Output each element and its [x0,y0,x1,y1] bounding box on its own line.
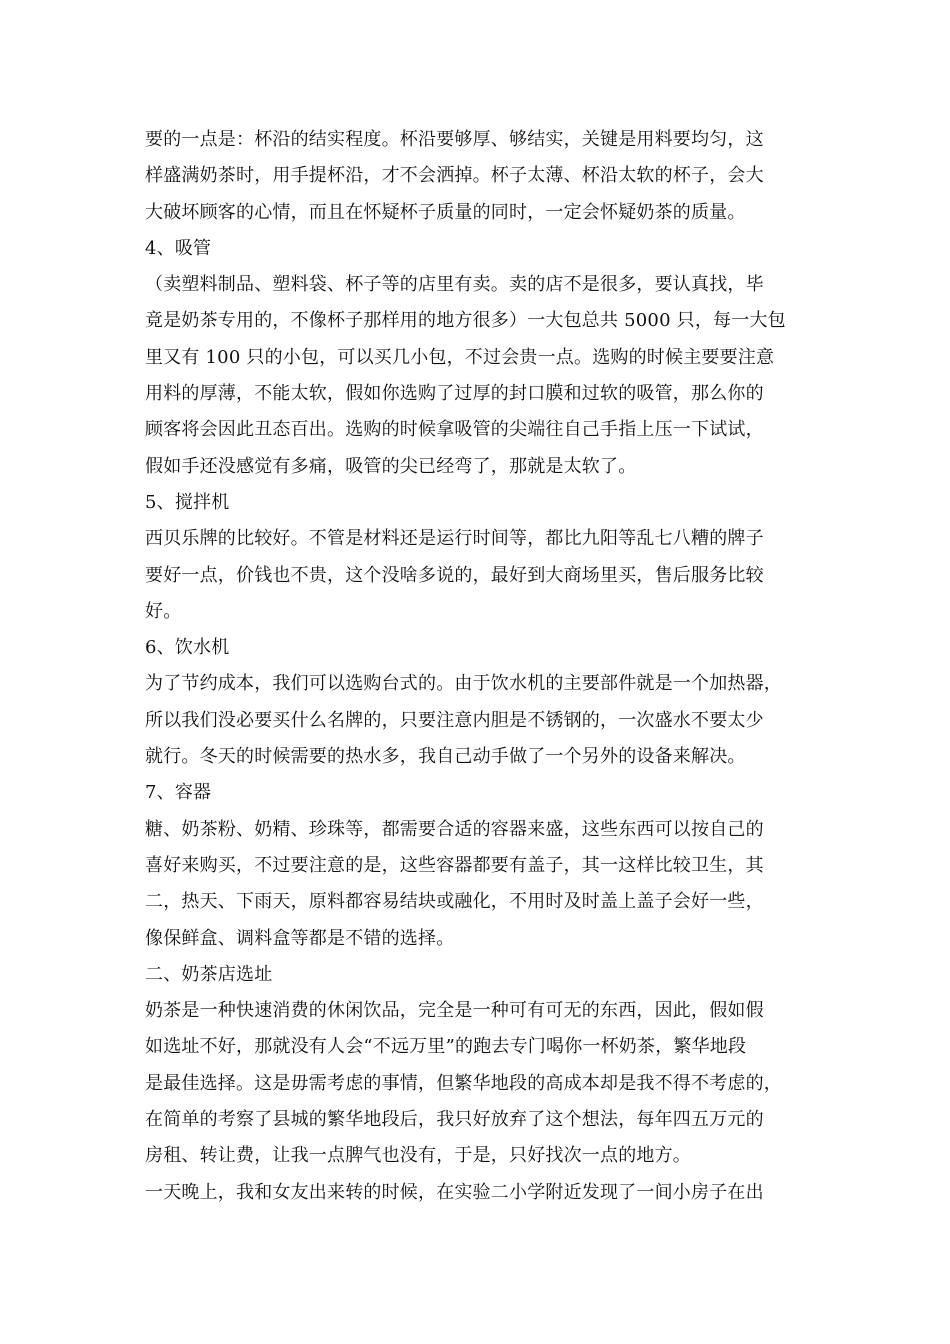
section-heading: 6、饮水机 [145,637,230,659]
section-heading: 二、奶茶店选址 [145,963,273,985]
text-line: 房租、转让费，让我一点脾气也没有，于是，只好找次一点的地方。 [145,1145,691,1167]
text-line: 奶茶是一种快速消费的休闲饮品，完全是一种可有可无的东西，因此，假如假 [145,1000,764,1022]
text-line: 二，热天、下雨天，原料都容易结块或融化，不用时及时盖上盖子会好一些， [145,891,764,913]
section-heading: 5、搅拌机 [145,491,230,513]
text-line: 大破坏顾客的心情，而且在怀疑杯子质量的同时，一定会怀疑奶茶的质量。 [145,201,746,223]
text-line: 在简单的考察了县城的繁华地段后，我只好放弃了这个想法，每年四五万元的 [145,1109,764,1131]
text-line: 西贝乐牌的比较好。不管是材料还是运行时间等，都比九阳等乱七八糟的牌子 [145,528,764,550]
text-line: 顾客将会因此丑态百出。选购的时候拿吸管的尖端往自己手指上压一下试试， [145,419,764,441]
text-line: 一天晚上，我和女友出来转的时候，在实验二小学附近发现了一间小房子在出 [145,1181,764,1203]
text-line: 用料的厚薄，不能太软，假如你选购了过厚的封口膜和过软的吸管，那么你的 [145,383,764,405]
text-line: （卖塑料制品、塑料袋、杯子等的店里有卖。卖的店不是很多，要认真找，毕 [145,274,764,296]
text-line: 好。 [145,600,182,622]
text-line: 为了节约成本，我们可以选购台式的。由于饮水机的主要部件就是一个加热器， [145,673,782,695]
section-heading: 4、吸管 [145,237,212,259]
section-heading: 7、容器 [145,782,212,804]
document-body [145,122,810,1211]
text-line: 像保鲜盒、调料盒等都是不错的选择。 [145,927,455,949]
text-line: 糖、奶茶粉、奶精、珍珠等，都需要合适的容器来盛，这些东西可以按自己的 [145,818,764,840]
text-line: 要的一点是：杯沿的结实程度。杯沿要够厚、够结实，关键是用料要均匀，这 [145,129,764,150]
text-line: 样盛满奶茶时，用手提杯沿，才不会洒掉。杯子太薄、杯沿太软的杯子，会大 [145,165,764,187]
text-line: 里又有 100 只的小包，可以买几小包，不过会贵一点。选购的时候主要要注意 [145,346,775,368]
text-line: 竟是奶茶专用的，不像杯子那样用的地方很多）一大包总共 5000 只，每一大包 [145,310,786,332]
text-line: 是最佳选择。这是毋需考虑的事情，但繁华地段的高成本却是我不得不考虑的， [145,1072,782,1094]
text-line: 喜好来购买，不过要注意的是，这些容器都要有盖子，其一这样比较卫生，其 [145,854,764,876]
text-line: 如选址不好，那就没有人会“不远万里”的跑去专门喝你一杯奶茶，繁华地段 [145,1036,747,1058]
text-line: 假如手还没感觉有多痛，吸管的尖已经弯了，那就是太软了。 [145,455,637,477]
text-line: 要好一点，价钱也不贵，这个没啥多说的，最好到大商场里买，售后服务比较 [145,564,764,586]
text-line: 就行。冬天的时候需要的热水多，我自己动手做了一个另外的设备来解决。 [145,746,746,768]
text-line: 所以我们没必要买什么名牌的，只要注意内胆是不锈钢的，一次盛水不要太少 [145,709,764,731]
